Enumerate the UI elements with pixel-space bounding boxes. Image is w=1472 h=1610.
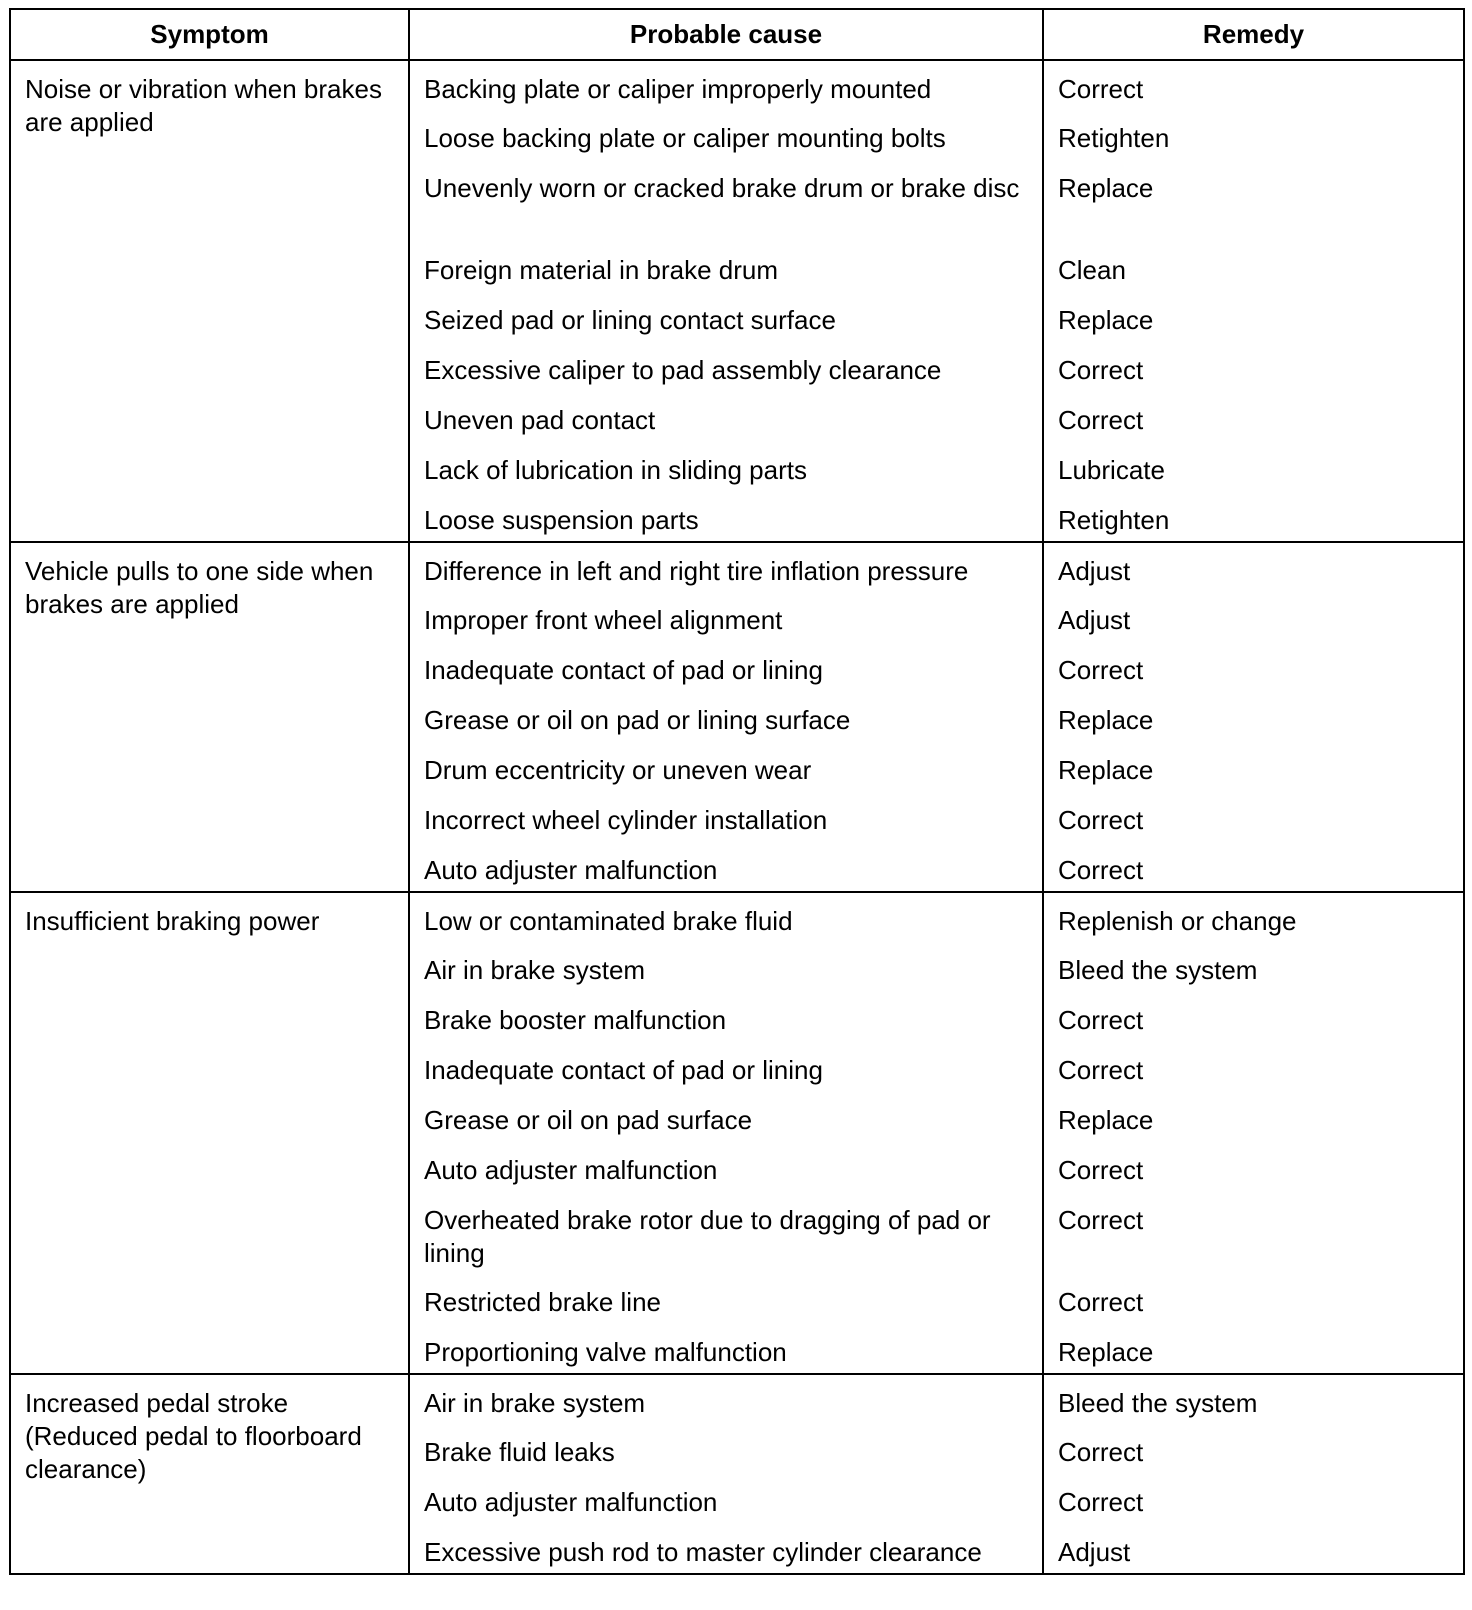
- remedy-text: Clean: [1058, 255, 1126, 285]
- probable-cause-text: Excessive push rod to master cylinder clearance: [424, 1537, 982, 1567]
- remedy-text: Bleed the system: [1058, 1388, 1258, 1418]
- probable-cause-text: Loose suspension parts: [424, 505, 699, 535]
- probable-cause-text: Brake booster malfunction: [424, 1005, 727, 1035]
- probable-cause-text: Low or contaminated brake fluid: [424, 906, 793, 936]
- probable-cause-text: Inadequate contact of pad or lining: [424, 655, 823, 685]
- probable-cause-text: Loose backing plate or caliper mounting bolts: [424, 123, 946, 153]
- remedy-cell: [1043, 992, 1464, 1042]
- probable-cause-cell: [409, 342, 1043, 392]
- probable-cause-cell: [409, 442, 1043, 492]
- remedy-text: Correct: [1058, 1205, 1144, 1235]
- probable-cause-text: Foreign material in brake drum: [424, 255, 779, 285]
- probable-cause-cell: [409, 60, 1043, 110]
- probable-cause-text: Inadequate contact of pad or lining: [424, 1055, 823, 1085]
- probable-cause-text: Overheated brake rotor due to dragging of pad or lining: [424, 1205, 991, 1268]
- probable-cause-cell: [409, 160, 1043, 242]
- remedy-cell: [1043, 160, 1464, 242]
- probable-cause-text: Drum eccentricity or uneven wear: [424, 755, 812, 785]
- remedy-text: Correct: [1058, 1005, 1144, 1035]
- remedy-cell: [1043, 1142, 1464, 1192]
- remedy-text: Adjust: [1058, 556, 1131, 586]
- probable-cause-text: Incorrect wheel cylinder installation: [424, 805, 828, 835]
- remedy-cell: [1043, 1524, 1464, 1574]
- probable-cause-cell: [409, 742, 1043, 792]
- remedy-cell: [1043, 492, 1464, 542]
- remedy-cell: [1043, 1192, 1464, 1274]
- remedy-cell: [1043, 692, 1464, 742]
- remedy-cell: [1043, 1474, 1464, 1524]
- probable-cause-text: Excessive caliper to pad assembly clearance: [424, 355, 942, 385]
- remedy-text: Correct: [1058, 805, 1144, 835]
- probable-cause-cell: [409, 1092, 1043, 1142]
- probable-cause-text: Air in brake system: [424, 1388, 646, 1418]
- remedy-cell: [1043, 1042, 1464, 1092]
- remedy-text: Replace: [1058, 1105, 1154, 1135]
- remedy-cell: [1043, 1324, 1464, 1374]
- remedy-cell: [1043, 842, 1464, 892]
- probable-cause-text: Improper front wheel alignment: [424, 605, 783, 635]
- probable-cause-cell: [409, 1524, 1043, 1574]
- probable-cause-text: Backing plate or caliper improperly mounted: [424, 74, 932, 104]
- probable-cause-text: Difference in left and right tire inflation pressure: [424, 556, 969, 586]
- table-body: [10, 60, 1464, 1574]
- remedy-text: Replace: [1058, 705, 1154, 735]
- probable-cause-text: Auto adjuster malfunction: [424, 1155, 718, 1185]
- remedy-cell: [1043, 1274, 1464, 1324]
- probable-cause-cell: [409, 842, 1043, 892]
- remedy-text: Lubricate: [1058, 455, 1165, 485]
- probable-cause-cell: [409, 1424, 1043, 1474]
- remedy-cell: [1043, 942, 1464, 992]
- remedy-text: Replace: [1058, 755, 1154, 785]
- remedy-cell: [1043, 392, 1464, 442]
- probable-cause-cell: [409, 892, 1043, 942]
- table-row: [10, 892, 1464, 942]
- probable-cause-cell: [409, 1324, 1043, 1374]
- remedy-text: Retighten: [1058, 505, 1170, 535]
- probable-cause-text: Grease or oil on pad or lining surface: [424, 705, 851, 735]
- remedy-cell: [1043, 742, 1464, 792]
- symptom-text: Noise or vibration when brakes are applied: [25, 74, 382, 137]
- symptom-text: Vehicle pulls to one side when brakes are applied: [25, 556, 374, 619]
- probable-cause-cell: [409, 392, 1043, 442]
- probable-cause-cell: [409, 1192, 1043, 1274]
- remedy-text: Correct: [1058, 1437, 1144, 1467]
- symptom-cell: [10, 892, 409, 1374]
- symptom-cell: [10, 542, 409, 892]
- remedy-text: Replace: [1058, 305, 1154, 335]
- probable-cause-text: Seized pad or lining contact surface: [424, 305, 836, 335]
- remedy-cell: [1043, 110, 1464, 160]
- symptom-text: Increased pedal stroke (Reduced pedal to floorboard clearance): [25, 1388, 362, 1484]
- remedy-cell: [1043, 60, 1464, 110]
- probable-cause-cell: [409, 1374, 1043, 1424]
- remedy-cell: [1043, 592, 1464, 642]
- header-row: [10, 9, 1464, 60]
- probable-cause-text: Auto adjuster malfunction: [424, 1487, 718, 1517]
- remedy-text: Correct: [1058, 1487, 1144, 1517]
- remedy-cell: [1043, 442, 1464, 492]
- remedy-text: Correct: [1058, 405, 1144, 435]
- symptom-text: Insufficient braking power: [25, 906, 320, 936]
- remedy-text: Bleed the system: [1058, 955, 1258, 985]
- remedy-text: Retighten: [1058, 123, 1170, 153]
- probable-cause-text: Auto adjuster malfunction: [424, 855, 718, 885]
- remedy-text: Adjust: [1058, 1537, 1131, 1567]
- probable-cause-cell: [409, 110, 1043, 160]
- symptom-cell: [10, 60, 409, 542]
- remedy-text: Correct: [1058, 355, 1144, 385]
- remedy-cell: [1043, 642, 1464, 692]
- remedy-text: Correct: [1058, 1055, 1144, 1085]
- probable-cause-cell: [409, 1474, 1043, 1524]
- troubleshooting-table: [9, 8, 1465, 1575]
- remedy-text: Correct: [1058, 1287, 1144, 1317]
- probable-cause-text: Uneven pad contact: [424, 405, 656, 435]
- probable-cause-cell: [409, 492, 1043, 542]
- remedy-cell: [1043, 1092, 1464, 1142]
- symptom-column-header: Symptom: [10, 9, 409, 60]
- table-row: [10, 60, 1464, 110]
- remedy-cell: [1043, 1374, 1464, 1424]
- remedy-text: Replace: [1058, 173, 1154, 203]
- remedy-text: Correct: [1058, 655, 1144, 685]
- table-row: [10, 542, 1464, 592]
- remedy-text: Adjust: [1058, 605, 1131, 635]
- remedy-text: Replenish or change: [1058, 906, 1297, 936]
- remedy-text: Correct: [1058, 1155, 1144, 1185]
- probable-cause-text: Restricted brake line: [424, 1287, 661, 1317]
- table-row: [10, 1374, 1464, 1424]
- remedy-cell: [1043, 892, 1464, 942]
- probable-cause-text: Air in brake system: [424, 955, 646, 985]
- remedy-cell: [1043, 542, 1464, 592]
- probable-cause-cell: [409, 942, 1043, 992]
- probable-cause-cell: [409, 792, 1043, 842]
- remedy-cell: [1043, 1424, 1464, 1474]
- probable-cause-column-header: Probable cause: [409, 9, 1043, 60]
- probable-cause-cell: [409, 1142, 1043, 1192]
- table-header: [10, 9, 1464, 60]
- probable-cause-cell: [409, 692, 1043, 742]
- remedy-cell: [1043, 292, 1464, 342]
- probable-cause-cell: [409, 1274, 1043, 1324]
- remedy-cell: [1043, 792, 1464, 842]
- remedy-text: Correct: [1058, 74, 1144, 104]
- probable-cause-cell: [409, 642, 1043, 692]
- probable-cause-cell: [409, 542, 1043, 592]
- probable-cause-cell: [409, 292, 1043, 342]
- remedy-cell: [1043, 242, 1464, 292]
- remedy-text: Correct: [1058, 855, 1144, 885]
- probable-cause-cell: [409, 592, 1043, 642]
- probable-cause-cell: [409, 992, 1043, 1042]
- probable-cause-text: Lack of lubrication in sliding parts: [424, 455, 807, 485]
- probable-cause-cell: [409, 242, 1043, 292]
- probable-cause-text: Unevenly worn or cracked brake drum or brake disc: [424, 173, 1020, 203]
- remedy-cell: [1043, 342, 1464, 392]
- symptom-cell: [10, 1374, 409, 1574]
- probable-cause-text: Proportioning valve malfunction: [424, 1337, 787, 1367]
- probable-cause-cell: [409, 1042, 1043, 1092]
- probable-cause-text: Brake fluid leaks: [424, 1437, 615, 1467]
- probable-cause-text: Grease or oil on pad surface: [424, 1105, 753, 1135]
- remedy-column-header: Remedy: [1043, 9, 1464, 60]
- remedy-text: Replace: [1058, 1337, 1154, 1367]
